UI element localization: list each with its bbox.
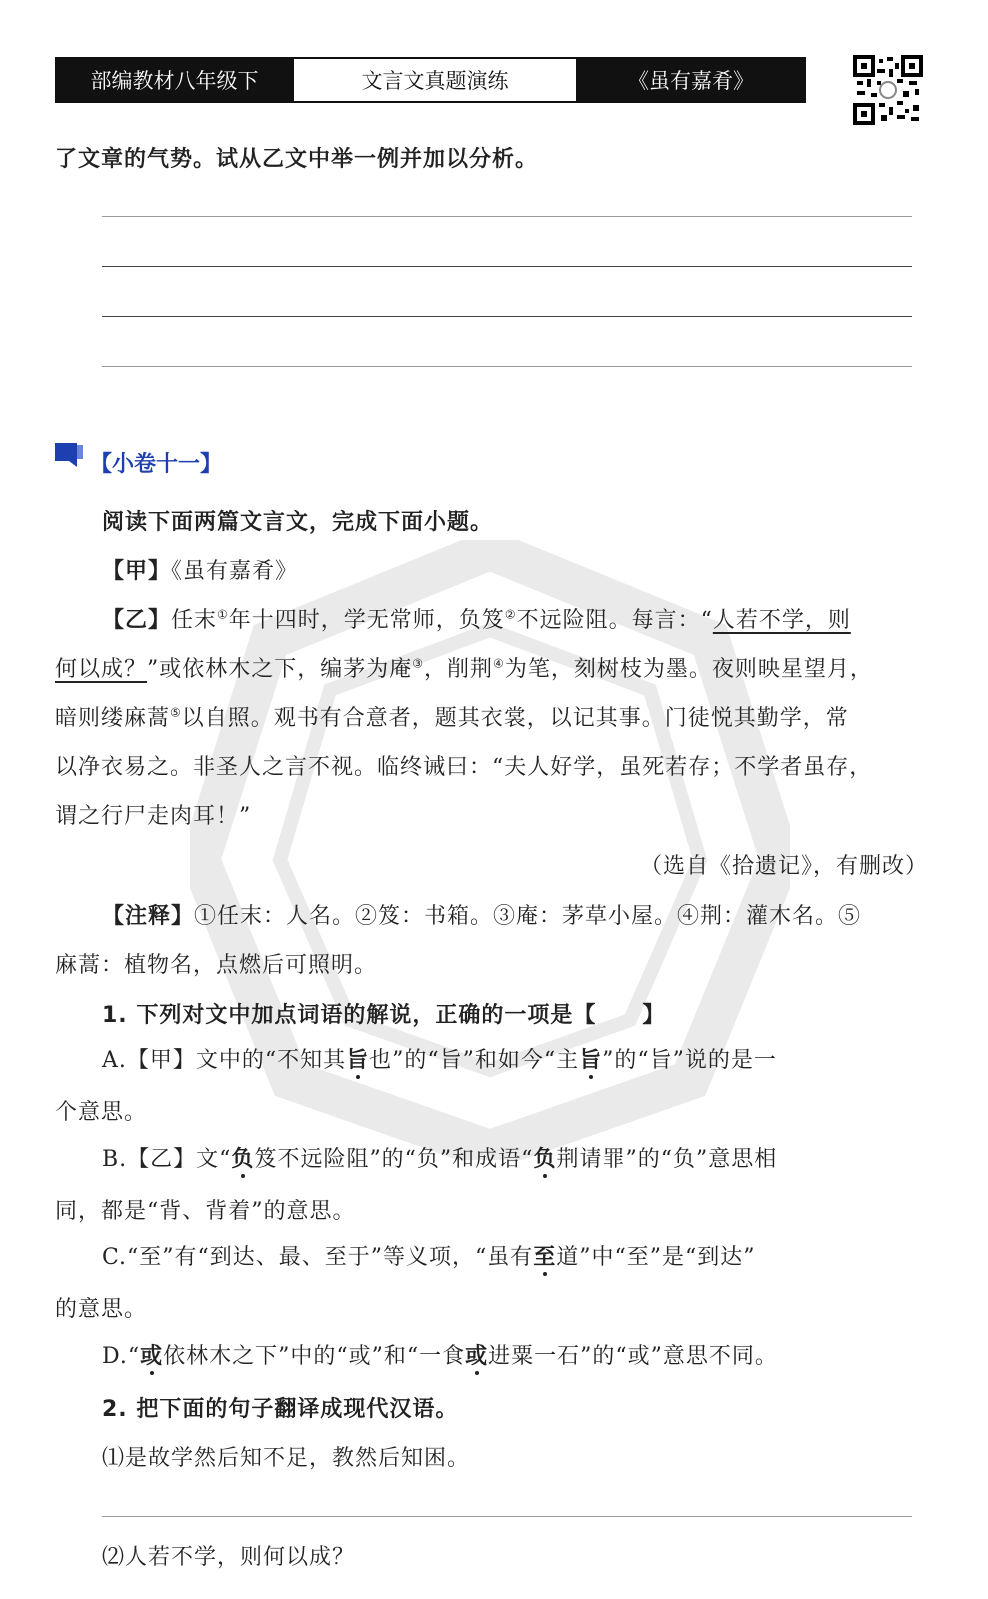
notes-text: ①任末：人名。②笈：书箱。③庵：茅草小屋。④荆：灌木名。⑤	[194, 904, 862, 929]
q2-stem: 2. 把下面的句子翻译成现代汉语。	[102, 1397, 459, 1422]
option-text: 依林木之下”中的“或”和“一食	[163, 1344, 466, 1369]
header-grade: 部编教材八年级下	[57, 59, 292, 101]
instruction: 阅读下面两篇文言文，完成下面小题。	[102, 510, 494, 535]
answer-line[interactable]	[102, 366, 912, 367]
answer-line[interactable]	[102, 1516, 912, 1517]
dotted-word: 或	[465, 1343, 489, 1369]
header-topic: 文言文真题演练	[292, 59, 578, 101]
yi-text: ，削荆	[424, 657, 494, 682]
dotted-word: 或	[140, 1343, 164, 1369]
text-yi-line-2	[55, 652, 930, 683]
option-text: 荆请罪”的“负”意思相	[556, 1147, 778, 1172]
q1-option-b-cont: 同，都是“背、背着”的意思。	[55, 1199, 356, 1224]
yi-label: 【乙】	[102, 608, 172, 633]
footnote-mark: ②	[504, 607, 517, 622]
option-text: D.“	[102, 1344, 141, 1369]
prev-question-tail: 了文章的气势。试从乙文中举一例并加以分析。	[55, 147, 539, 172]
dotted-word: 至	[533, 1244, 557, 1270]
yi-text: 年十四时，学无常师，负笈	[228, 608, 505, 633]
yi-text: ”或依林木之下，编茅为庵	[147, 657, 413, 682]
footnote-mark: ③	[412, 656, 425, 671]
q1-option-b[interactable]	[102, 1142, 930, 1173]
yi-text: 为笔，刻树枝为墨。夜则映星望月，	[504, 657, 873, 682]
section-title: 【小卷十一】	[90, 452, 223, 477]
qr-code-icon	[853, 55, 923, 125]
option-text: 进粟一石”的“或”意思不同。	[488, 1344, 778, 1369]
option-text: B.【乙】文“	[102, 1147, 232, 1172]
q1-option-a-cont: 个意思。	[55, 1100, 148, 1125]
option-text: ”的“旨”说的是一	[602, 1048, 777, 1073]
text-jia	[102, 554, 977, 585]
jia-title: 《虽有嘉肴》	[171, 559, 299, 584]
yi-text: 不远险阻。每言：“	[516, 608, 713, 633]
bookmark-icon	[55, 443, 83, 467]
text-yi-line-3	[55, 701, 930, 732]
underlined-text: 人若不学，则	[712, 608, 851, 633]
footnote-mark: ④	[493, 656, 505, 671]
q1-option-d[interactable]	[102, 1339, 930, 1370]
option-text: 道”中“至”是“到达”	[556, 1245, 756, 1270]
option-text: 笈不远险阻”的“负”和成语“	[254, 1147, 534, 1172]
q1-option-a[interactable]	[102, 1043, 930, 1074]
text-yi-line-4: 以净衣易之。非圣人之言不视。临终诫曰：“夫人好学，虽死若存；不学者虽存，	[55, 755, 873, 780]
text-yi-line-5: 谓之行尸走肉耳！”	[55, 804, 252, 829]
footnote-mark: ⑤	[170, 705, 182, 720]
q1-option-c-cont: 的意思。	[55, 1297, 148, 1322]
footnote-mark: ①	[217, 607, 229, 622]
header-bar	[55, 57, 806, 103]
notes-line-1	[102, 899, 930, 930]
q2-sentence-2: ⑵人若不学，则何以成？	[102, 1545, 356, 1570]
answer-line[interactable]	[102, 316, 912, 317]
yi-text: 以自照。观书有合意者，题其衣裳，以记其事。门徒悦其勤学，常	[181, 706, 849, 731]
option-text: C.“至”有“到达、最、至于”等义项，“虽有	[102, 1245, 534, 1270]
q2-sentence-1: ⑴是故学然后知不足，教然后知困。	[102, 1446, 471, 1471]
text-yi-line-1	[102, 603, 930, 634]
option-text: 也”的“旨”和如今“主	[369, 1048, 580, 1073]
jia-label: 【甲】	[102, 559, 172, 584]
dotted-word: 负	[231, 1146, 255, 1172]
notes-line-2: 麻蒿：植物名，点燃后可照明。	[55, 953, 378, 978]
answer-line[interactable]	[102, 216, 912, 217]
yi-text: 任末	[171, 608, 218, 633]
notes-label: 【注释】	[102, 904, 195, 929]
dotted-word: 旨	[346, 1047, 370, 1073]
underlined-text: 何以成？	[55, 657, 148, 682]
dotted-word: 负	[533, 1146, 557, 1172]
answer-line[interactable]	[102, 266, 912, 267]
header-lesson: 《虽有嘉肴》	[578, 59, 804, 101]
q1-stem: 1. 下列对文中加点词语的解说，正确的一项是【 】	[102, 1003, 666, 1028]
option-text: A.【甲】文中的“不知其	[102, 1048, 347, 1073]
source-citation: （选自《拾遗记》，有删改）	[639, 854, 928, 879]
q1-option-c[interactable]	[102, 1240, 930, 1271]
yi-text: 暗则缕麻蒿	[55, 706, 171, 731]
dotted-word: 旨	[579, 1047, 603, 1073]
